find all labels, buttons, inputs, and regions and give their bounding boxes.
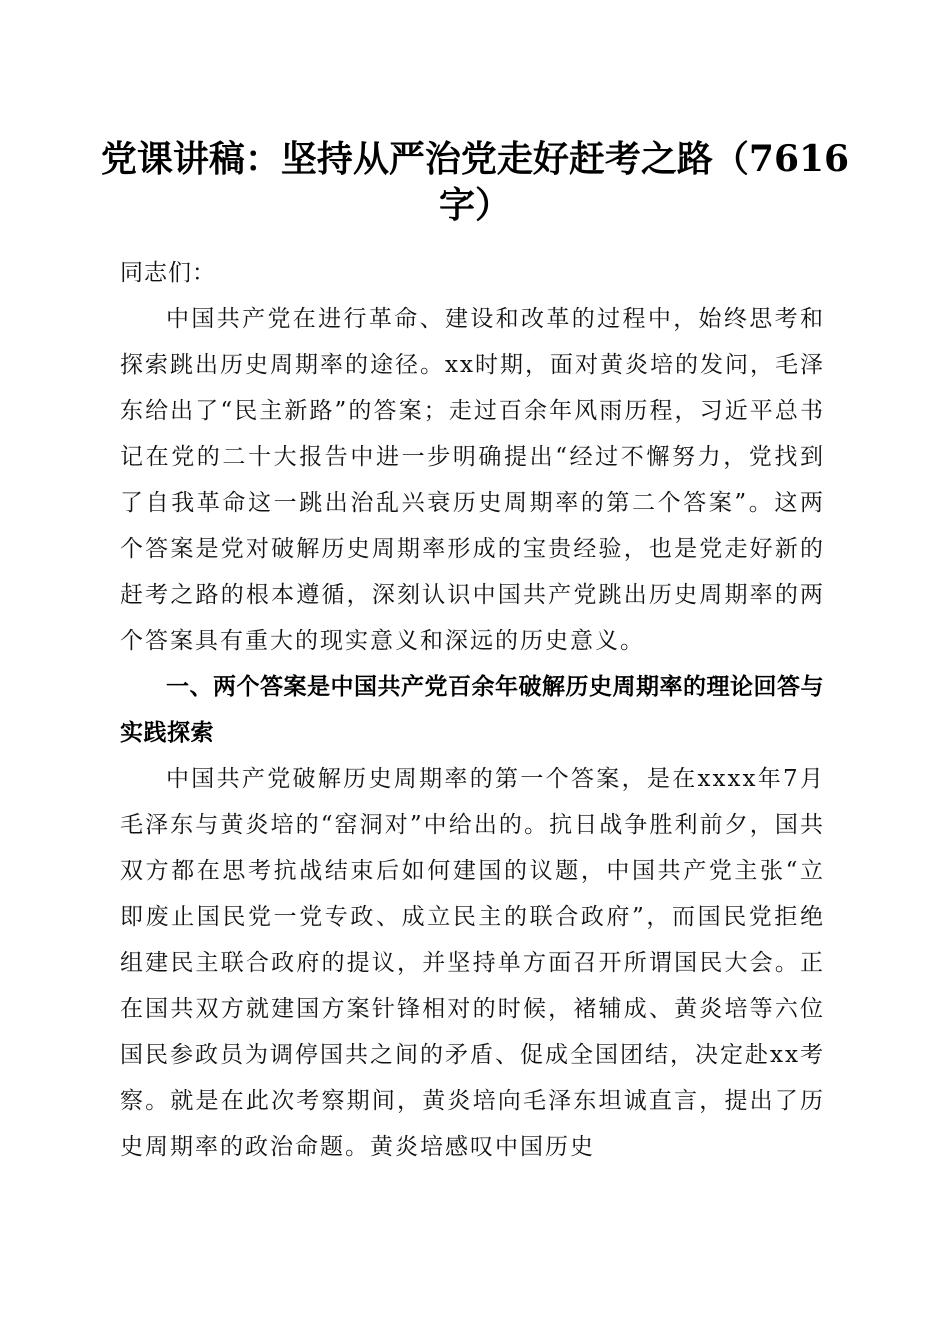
section-heading: 一、两个答案是中国共产党百余年破解历史周期率的理论回答与实践探索 (120, 674, 824, 746)
salutation: 同志们： (120, 260, 216, 286)
section-paragraph: 中国共产党破解历史周期率的第一个答案，是在xxxx年7月毛泽东与黄炎培的“窑洞对”中给出的。抗日战争胜利前夕，国共双方都在思考抗战结束后如何建国的议题，中国共产党主张“立即废止国民党一党专政、成立民主的联合政府”，而国民党拒绝组建民主联合政府的提议，并坚持单方面召开所谓国民大会。正在国共双方就建国方案针锋相对的时候，褚辅成、黄炎培等六位国民参政员为调停国共之间的矛盾、促成全国团结，决定赴xx考察。就是在此次考察期间，黄炎培向毛泽东坦诚直言，提出了历史周期率的政治命题。黄炎培感叹中国历史 (120, 766, 825, 1160)
intro-paragraph: 中国共产党在进行革命、建设和改革的过程中，始终思考和探索跳出历史周期率的途径。xx时期，面对黄炎培的发问，毛泽东给出了“民主新路”的答案；走过百余年风雨历程，习近平总书记在党的二十大报告中进一步明确提出“经过不懈努力，党找到了自我革命这一跳出治乱兴衰历史周期率的第二个答案”。这两个答案是党对破解历史周期率形成的宝贵经验，也是党走好新的赶考之路的根本遵循，深刻认识中国共产党跳出历史周期率的两个答案具有重大的现实意义和深远的历史意义。 (120, 306, 825, 654)
document-title: 党课讲稿：坚持从严治党走好赶考之路（7616字） (100, 138, 850, 226)
document-body (120, 250, 825, 1170)
